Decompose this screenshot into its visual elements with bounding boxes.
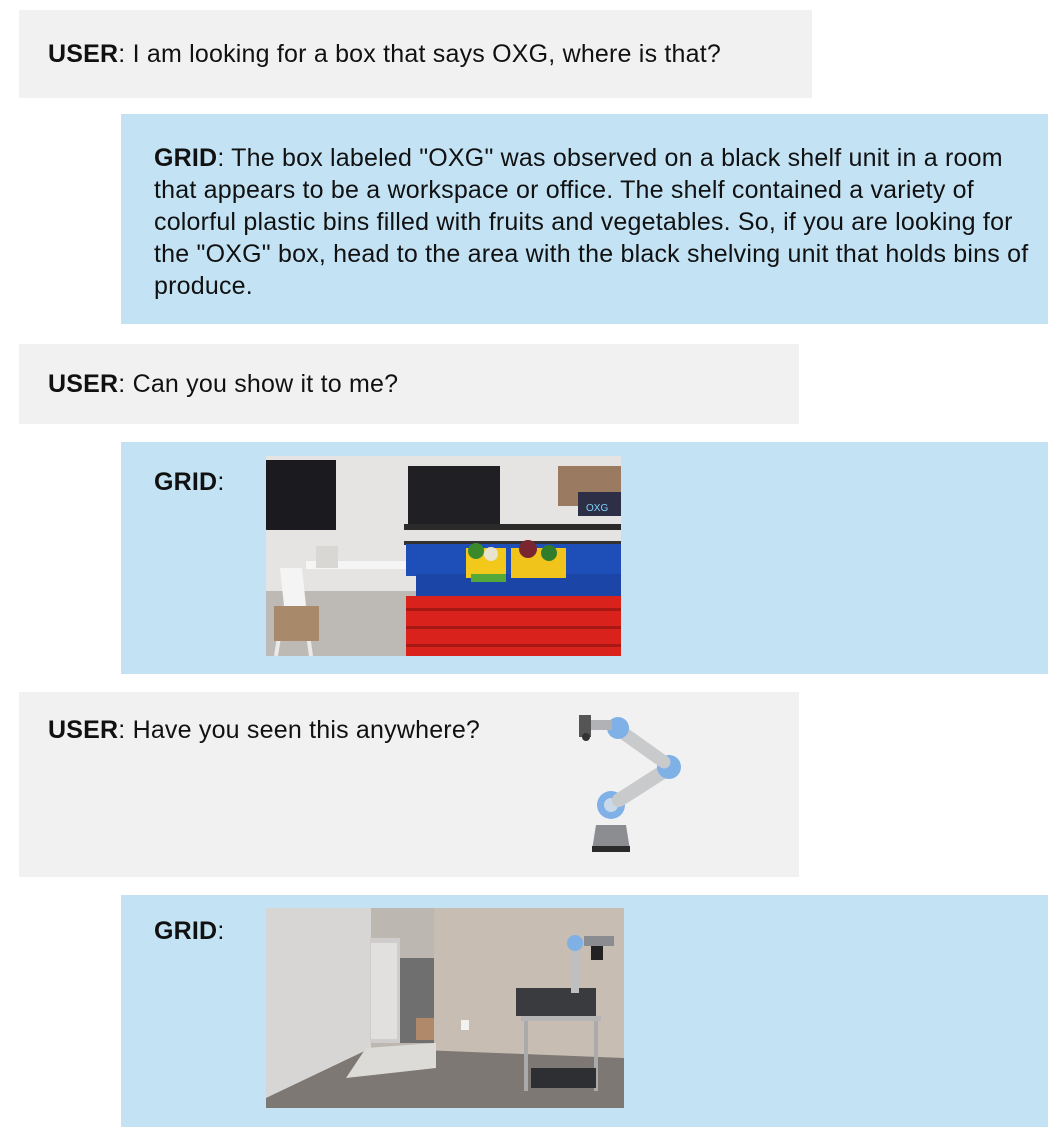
speaker-label: USER	[48, 40, 119, 68]
message-body: The box labeled "OXG" was observed on a black shelf unit in a room that appears to be a workspace or office. The shelf contained a variety of colorful plastic bins filled with fruits and vegetables. So, if you are looking for the "OXG" box, head to the area with the black shelving unit that holds bins of produce.	[154, 144, 1029, 300]
message-text: GRID:	[154, 917, 225, 945]
oxg-box-label: OXG	[586, 503, 609, 514]
hallway-photo	[266, 908, 624, 1108]
message-body: Have you seen this anywhere?	[132, 716, 481, 744]
user-message-3	[19, 692, 799, 877]
message-text: USER: Can you show it to me?	[48, 370, 399, 398]
grid-message-2	[121, 442, 1048, 674]
grid-message-3	[121, 895, 1048, 1127]
speaker-label: USER	[48, 370, 119, 398]
speaker-label: GRID	[154, 144, 218, 172]
message-body: Can you show it to me?	[132, 370, 399, 398]
speaker-label: GRID	[154, 917, 218, 945]
message-text: GRID:	[154, 468, 225, 496]
speaker-label: GRID	[154, 468, 218, 496]
robot-arm-image	[574, 710, 689, 855]
grid-message-1	[121, 114, 1048, 324]
shelf-photo	[266, 456, 621, 656]
message-text: USER: Have you seen this anywhere?	[48, 716, 481, 744]
user-message-2	[19, 344, 799, 424]
message-text: USER: I am looking for a box that says OXG, where is that?	[48, 40, 722, 68]
speaker-label: USER	[48, 716, 119, 744]
message-body: I am looking for a box that says OXG, where is that?	[132, 40, 722, 68]
user-message-1	[19, 10, 812, 98]
message-text: GRID: The box labeled "OXG" was observed on a black shelf unit in a room that appears to be a workspace or office. The shelf contained a variety of colorful plastic bins filled with fruits and vegetables. So, if you are looking for the "OXG" box, head to the area with the black shelving unit that holds bins of produce.	[154, 144, 1029, 300]
